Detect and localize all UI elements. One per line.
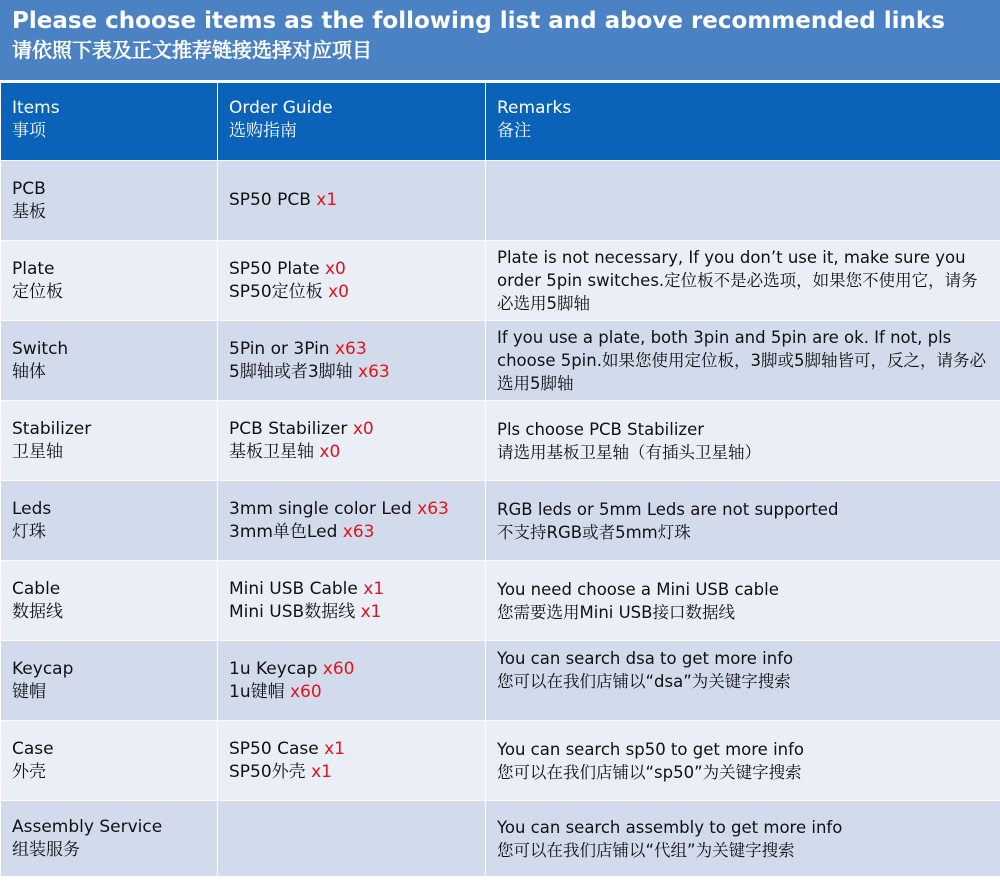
table-header-row — [1, 83, 1000, 161]
quantity: x0 — [328, 281, 349, 302]
quantity: x63 — [358, 361, 390, 382]
item-name-en: Keycap — [12, 658, 74, 679]
order-guide-cell — [218, 401, 486, 481]
order-guide-line — [229, 738, 485, 761]
order-guide-line — [229, 521, 485, 544]
quantity: x0 — [319, 441, 341, 462]
page-banner — [0, 0, 1000, 80]
order-guide-cell — [218, 641, 486, 721]
item-name-en: Stabilizer — [12, 418, 92, 439]
table-row-switch — [1, 321, 1000, 401]
item-name-zh: 键帽 — [12, 681, 46, 702]
remark-line-zh: 请选用基板卫星轴（有插头卫星轴） — [497, 442, 761, 462]
item-name-en: Plate — [12, 258, 55, 279]
guide-text: SP50 Plate — [229, 258, 325, 279]
remark-line-zh: 不支持RGB或者5mm灯珠 — [497, 522, 691, 542]
item-name-zh: 卫星轴 — [12, 441, 63, 462]
remark-cell — [486, 641, 1000, 721]
order-guide-cell — [218, 321, 486, 401]
remark-line-en: You can search dsa to get more info — [497, 649, 794, 668]
header-items-zh: 事项 — [12, 121, 46, 141]
table-row-pcb — [1, 161, 1000, 241]
guide-text: Mini USB数据线 — [229, 601, 361, 622]
item-name-en: Assembly Service — [12, 816, 163, 837]
item-name-zh: 组装服务 — [12, 839, 80, 860]
table-row-keycap — [1, 641, 1000, 721]
quantity: x60 — [290, 681, 322, 702]
header-remarks-en: Remarks — [497, 98, 572, 118]
quantity: x63 — [417, 498, 449, 519]
quantity: x0 — [325, 258, 346, 279]
remark-line-zh: 您可以在我们店铺以“代组”为关键字搜索 — [497, 840, 795, 860]
item-name-zh: 轴体 — [12, 361, 46, 382]
guide-text: 1u Keycap — [229, 658, 323, 679]
remark-line-en: RGB leds or 5mm Leds are not supported — [497, 499, 839, 519]
quantity: x1 — [316, 190, 338, 210]
order-guide-line — [229, 498, 485, 521]
remark-line-zh: 您需要选用Mini USB接口数据线 — [497, 602, 735, 622]
header-order-guide-en: Order Guide — [229, 98, 333, 118]
item-cell — [1, 481, 218, 561]
quantity: x1 — [363, 578, 385, 599]
remark-cell: Plate is not necessary, If you don’t use it, make sure you order 5pin switches.定位板不是必选项，如果您不使用它，请务必选用5脚轴 — [486, 241, 1000, 321]
guide-text: Mini USB Cable — [229, 578, 364, 599]
quantity: x1 — [360, 601, 382, 622]
remark-line-en: You can search assembly to get more info — [497, 817, 843, 837]
table-row-leds — [1, 481, 1000, 561]
remark-cell: If you use a plate, both 3pin and 5pin are ok. If not, pls choose 5pin.如果您使用定位板，3脚或5脚轴皆可，反之，请务必选用5脚轴 — [486, 321, 1000, 401]
remark-line-en: Pls choose PCB Stabilizer — [497, 419, 704, 439]
table-row-plate — [1, 241, 1000, 321]
item-name-en: Leds — [12, 498, 52, 519]
remark-cell — [486, 561, 1000, 641]
order-guide-line — [229, 441, 485, 464]
header-items — [1, 83, 218, 161]
banner-title-en: Please choose items as the following list and above recommended links — [12, 8, 945, 34]
order-guide-line — [229, 258, 485, 281]
remark-line-zh: 您可以在我们店铺以“sp50”为关键字搜索 — [497, 762, 802, 782]
order-guide-line — [229, 338, 485, 361]
order-guide-table — [0, 82, 1000, 877]
item-name-en: Cable — [12, 578, 61, 599]
order-guide-cell — [218, 161, 486, 241]
remark-cell — [486, 801, 1000, 877]
table-row-cable — [1, 561, 1000, 641]
order-guide-cell — [218, 561, 486, 641]
guide-text: 3mm单色Led — [229, 521, 343, 542]
header-order-guide-zh: 选购指南 — [229, 121, 297, 141]
remark-line-en: You need choose a Mini USB cable — [497, 579, 779, 599]
guide-text: 基板卫星轴 — [229, 441, 320, 462]
table-row-assembly-service — [1, 801, 1000, 877]
remark-cell — [486, 721, 1000, 801]
item-cell — [1, 561, 218, 641]
quantity: x0 — [352, 418, 374, 439]
order-guide-line — [229, 578, 485, 601]
item-name-zh: 外壳 — [12, 761, 46, 782]
order-guide-cell — [218, 801, 486, 877]
banner-title-zh: 请依照下表及正文推荐链接选择对应项目 — [12, 38, 372, 62]
header-items-en: Items — [12, 98, 60, 118]
order-guide-line — [229, 658, 485, 681]
header-remarks — [486, 83, 1000, 161]
table-row-stabilizer — [1, 401, 1000, 481]
quantity: x1 — [311, 761, 332, 782]
quantity: x63 — [342, 521, 375, 542]
item-cell — [1, 241, 218, 321]
item-name-en: PCB — [12, 178, 46, 199]
guide-text: 1u键帽 — [229, 681, 290, 702]
order-guide-line — [229, 281, 485, 304]
remark-line-en: You can search sp50 to get more info — [497, 739, 805, 759]
item-cell — [1, 801, 218, 877]
table-row-case — [1, 721, 1000, 801]
guide-text: 3mm single color Led — [229, 498, 418, 519]
guide-text: SP50外壳 — [229, 761, 312, 782]
guide-text: PCB Stabilizer — [229, 418, 353, 439]
item-name-zh: 灯珠 — [12, 521, 46, 542]
order-guide-line — [229, 681, 485, 704]
order-guide-line — [229, 189, 485, 212]
guide-text: SP50 PCB — [229, 190, 317, 210]
item-name-zh: 数据线 — [12, 601, 63, 622]
quantity: x63 — [334, 338, 367, 359]
header-remarks-zh: 备注 — [497, 121, 531, 141]
item-cell — [1, 321, 218, 401]
item-name-zh: 定位板 — [12, 281, 63, 302]
item-cell — [1, 161, 218, 241]
guide-text: SP50定位板 — [229, 281, 329, 302]
item-cell — [1, 721, 218, 801]
order-guide-line — [229, 418, 485, 441]
order-guide-line — [229, 761, 485, 784]
item-cell — [1, 401, 218, 481]
guide-text: SP50 Case — [229, 738, 325, 759]
order-guide-line — [229, 601, 485, 624]
guide-text: 5脚轴或者3脚轴 — [229, 361, 359, 382]
item-cell — [1, 641, 218, 721]
item-name-zh: 基板 — [12, 201, 46, 222]
order-guide-cell — [218, 241, 486, 321]
guide-text: 5Pin or 3Pin — [229, 338, 335, 359]
order-guide-cell — [218, 481, 486, 561]
remark-line-zh: 您可以在我们店铺以“dsa”为关键字搜索 — [497, 672, 791, 691]
header-order-guide — [218, 83, 486, 161]
remark-cell — [486, 161, 1000, 241]
order-guide-cell — [218, 721, 486, 801]
item-name-en: Case — [12, 738, 54, 759]
item-name-en: Switch — [12, 338, 69, 359]
remark-cell — [486, 401, 1000, 481]
remark-cell — [486, 481, 1000, 561]
quantity: x60 — [322, 658, 355, 679]
order-guide-line — [229, 361, 485, 384]
quantity: x1 — [324, 738, 345, 759]
